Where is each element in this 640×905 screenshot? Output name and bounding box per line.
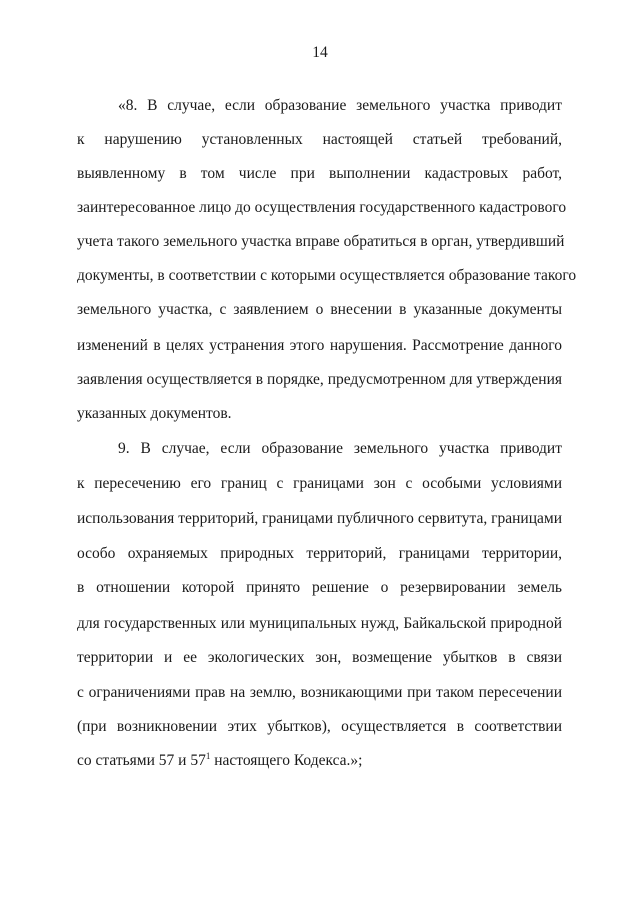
paragraph-line: использования территорий, границами публичного сервитута, границами — [77, 510, 562, 527]
paragraph-line: с ограничениями прав на землю, возникающими при таком пересечении — [77, 684, 562, 701]
line-text-before-superscript: со статьями 57 и 57 — [77, 752, 206, 769]
paragraph-line: особо охраняемых природных территорий, границами территории, — [77, 545, 562, 562]
paragraph-last-line — [77, 751, 562, 771]
article-superscript: 1 — [205, 750, 211, 761]
paragraph-line: земельного участка, с заявлением о внесении в указанные документы — [77, 301, 562, 318]
paragraph-line: «8. В случае, если образование земельного участка приводит — [118, 97, 562, 114]
paragraph-line: к пересечению его границ с границами зон с особыми условиями — [77, 475, 562, 492]
paragraph-line: заявления осуществляется в порядке, предусмотренном для утверждения — [77, 371, 562, 388]
paragraph-line: в отношении которой принято решение о резервировании земель — [77, 579, 562, 596]
paragraph-line: заинтересованное лицо до осуществления государственного кадастрового — [77, 199, 567, 216]
paragraph-line: выявленному в том числе при выполнении кадастровых работ, — [77, 165, 562, 182]
paragraph-line: документы, в соответствии с которыми осуществляется образование такого — [77, 267, 577, 284]
paragraph-line: для государственных или муниципальных нужд, Байкальской природной — [77, 615, 562, 632]
line-text-after-superscript: настоящего Кодекса.»; — [210, 752, 363, 769]
paragraph-line: 9. В случае, если образование земельного участка приводит — [118, 440, 562, 457]
paragraph-line: учета такого земельного участка вправе обратиться в орган, утвердивший — [77, 233, 565, 250]
paragraph-line: к нарушению установленных настоящей статьей требований, — [77, 131, 562, 148]
paragraph-line: изменений в целях устранения этого нарушения. Рассмотрение данного — [77, 337, 562, 354]
paragraph-line: территории и ее экологических зон, возмещение убытков в связи — [77, 649, 562, 666]
page-number: 14 — [312, 44, 328, 61]
paragraph-line: (при возникновении этих убытков), осуществляется в соответствии — [77, 718, 562, 735]
paragraph-line: указанных документов. — [77, 405, 232, 422]
